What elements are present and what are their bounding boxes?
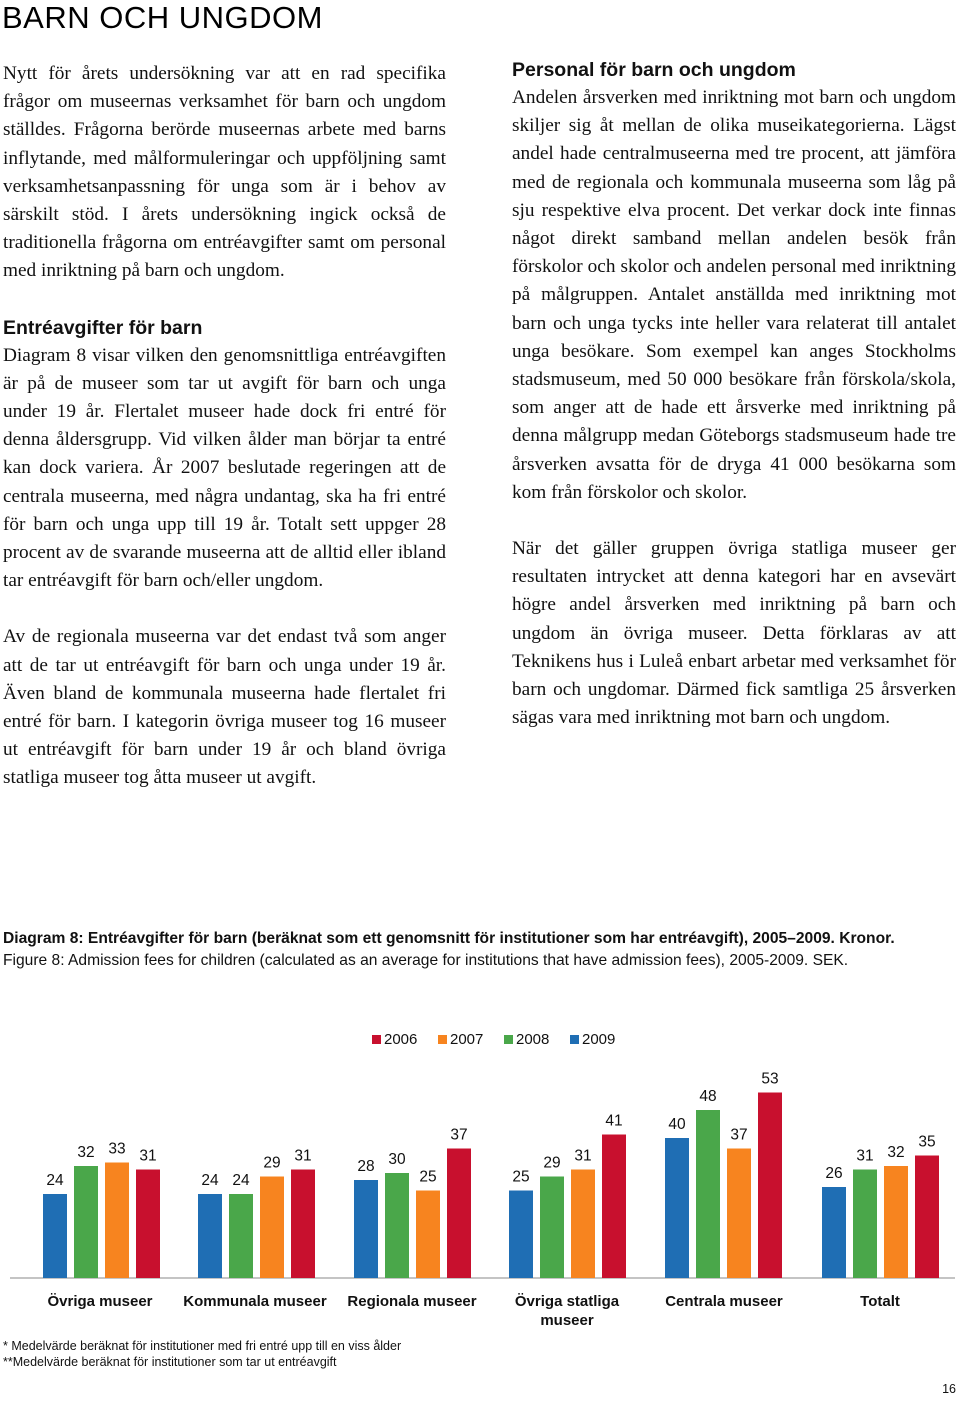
left-column xyxy=(3,60,446,821)
bar-2008 xyxy=(540,1177,564,1279)
figure-caption xyxy=(3,928,953,972)
bar-2009 xyxy=(354,1180,378,1278)
data-label-2006: 31 xyxy=(294,1147,312,1165)
regional-paragraph: Av de regionala museerna var det endast två som anger att de tar ut entréavgift för barn och unga under 19 år. Även bland de kommunala museerna hade flertalet fri entré för barn. I kategorin övriga museer tog 16 museer ut entréavgift för barn under 19 år och bland övriga statliga museer tog åtta museer ut avgift. xyxy=(3,626,446,789)
data-label-2006: 37 xyxy=(450,1126,468,1144)
category-label: museer xyxy=(540,1312,594,1329)
bar-2006 xyxy=(136,1170,160,1279)
data-label-2008: 30 xyxy=(388,1151,406,1168)
bar-2009 xyxy=(665,1138,689,1278)
data-label-2008: 48 xyxy=(699,1088,717,1105)
bar-2007 xyxy=(884,1166,908,1278)
bar-2006 xyxy=(291,1170,315,1279)
data-label-2008: 29 xyxy=(543,1154,561,1172)
bar-2009 xyxy=(509,1191,533,1279)
bar-2007 xyxy=(416,1191,440,1279)
bar-2008 xyxy=(853,1170,877,1279)
bar-2007 xyxy=(105,1163,129,1279)
bar-chart xyxy=(0,1020,960,1335)
legend-swatch-2009 xyxy=(570,1035,579,1044)
caption-english: Figure 8: Admission fees for children (calculated as an average for institutions that have admission fees), 2005-2009. SEK. xyxy=(3,952,849,969)
footnotes xyxy=(3,1338,401,1370)
legend-label-2006: 2006 xyxy=(384,1031,418,1048)
legend-swatch-2007 xyxy=(438,1035,447,1044)
data-label-2007: 33 xyxy=(108,1140,126,1158)
data-label-2008: 32 xyxy=(77,1144,95,1161)
legend-swatch-2006 xyxy=(372,1035,381,1044)
intro-paragraph: Nytt för årets undersökning var att en rad specifika frågor om museernas verksamhet för barn och ungdom ställdes. Frågorna berörde museernas arbete med barns inflytande, med målformuleringar och uppföljning samt verksamhetsanpassning för unga som är i behov av särskilt stöd. I årets undersökning ingick också de traditionella frågorna om entréavgifter samt om personal med inriktning på barn och ungdom. xyxy=(3,63,446,282)
legend-swatch-2008 xyxy=(504,1035,513,1044)
data-label-2006: 53 xyxy=(761,1070,779,1088)
data-label-2006: 35 xyxy=(918,1133,936,1151)
category-label: Kommunala museer xyxy=(183,1293,327,1310)
data-label-2009: 24 xyxy=(201,1172,219,1189)
footnote-2: **Medelvärde beräknat för institutioner som tar ut entréavgift xyxy=(3,1355,337,1369)
category-label: Övriga museer xyxy=(47,1293,153,1310)
category-label: Övriga statliga xyxy=(514,1293,620,1310)
bar-2006 xyxy=(915,1156,939,1279)
data-label-2009: 25 xyxy=(512,1168,530,1186)
bar-2008 xyxy=(229,1194,253,1278)
data-label-2007: 29 xyxy=(263,1154,281,1172)
data-label-2007: 31 xyxy=(574,1147,592,1165)
bar-2007 xyxy=(260,1177,284,1279)
bar-2006 xyxy=(602,1135,626,1279)
legend-label-2008: 2008 xyxy=(516,1031,550,1048)
bar-2006 xyxy=(758,1093,782,1279)
right-column xyxy=(512,56,956,760)
data-label-2009: 40 xyxy=(668,1116,686,1133)
bar-2007 xyxy=(727,1149,751,1279)
legend-label-2009: 2009 xyxy=(582,1031,616,1048)
section-heading-staff: Personal för barn och ungdom xyxy=(512,59,796,81)
data-label-2007: 25 xyxy=(419,1168,437,1186)
category-label: Centrala museer xyxy=(665,1293,783,1310)
data-label-2009: 24 xyxy=(46,1172,64,1189)
data-label-2008: 24 xyxy=(232,1172,250,1189)
bar-2008 xyxy=(74,1166,98,1278)
bar-2009 xyxy=(43,1194,67,1278)
section-heading-fees: Entréavgifter för barn xyxy=(3,316,203,339)
bar-2007 xyxy=(571,1170,595,1279)
category-label: Totalt xyxy=(860,1293,900,1310)
data-label-2008: 31 xyxy=(856,1147,874,1165)
staff-paragraph: Andelen årsverken med inriktning mot barn och ungdom skiljer sig åt mellan de olika museikategorierna. Lägst andel hade centralmuseerna med tre procent, att jämföra med de regionala och kommunala museerna som låg på sju respektive elva procent. Det verkar dock inte finnas något direkt samband mellan andelen besök från förskolor och skolor och andelen personal med inriktning på målgruppen. Antalet anställda med inriktning mot barn och unga tycks inte heller vara relaterat till antalet unga besökare. Som exempel kan anges Stockholms stadsmuseum, med 50 000 besökare från förskola/skola, som anger att de hade ett årsverke med inriktning på denna målgrupp medan Göteborgs stadsmuseum hade tre årsverken avsatta för de dryga 41 000 besökarna som kom från förskolor och skolor. xyxy=(512,87,956,503)
fees-paragraph: Diagram 8 visar vilken den genomsnittliga entréavgiften är på de museer som tar ut avgift för barn och unga under 19 år. Flertalet museer hade dock fri entré för denna åldersgrupp. Vid vilken ålder man börjar ta entré kan dock variera. År 2007 beslutade regeringen att de centrala museerna, med några undantag, ska ha fri entré för barn och unga upp till 19 år. Totalt sett uppger 28 procent av de svarande museerna att de alltid eller ibland tar entréavgift för barn och/eller ungdom. xyxy=(3,344,446,592)
page-number: 16 xyxy=(942,1382,956,1396)
state-museums-paragraph: När det gäller gruppen övriga statliga museer ger resultaten intrycket att denna kategori har en avsevärt högre andel årsverken med inriktning på barn och ungdom än övriga museer. Detta förklaras av att Teknikens hus i Luleå enbart arbetar med verksamhet för barn och ungdomar. Därmed fick samtliga 25 årsverken sägas vara med inriktning mot barn och ungdom. xyxy=(512,538,956,729)
footnote-1: * Medelvärde beräknat för institutioner med fri entré upp till en viss ålder xyxy=(3,1339,402,1353)
data-label-2006: 31 xyxy=(139,1147,157,1165)
data-label-2009: 28 xyxy=(357,1158,375,1175)
data-label-2006: 41 xyxy=(605,1112,623,1130)
caption-swedish: Diagram 8: Entréavgifter för barn (beräknat som ett genomsnitt för institutioner som har entréavgift), 2005–2009. Kronor. xyxy=(3,930,895,947)
bar-2009 xyxy=(822,1187,846,1278)
page-title: BARN OCH UNGDOM xyxy=(2,0,323,35)
legend-label-2007: 2007 xyxy=(450,1031,484,1048)
data-label-2009: 26 xyxy=(825,1165,843,1182)
category-label: Regionala museer xyxy=(347,1293,477,1310)
bar-2008 xyxy=(696,1110,720,1278)
data-label-2007: 37 xyxy=(730,1126,748,1144)
data-label-2007: 32 xyxy=(887,1144,905,1161)
bar-2006 xyxy=(447,1149,471,1279)
bar-2008 xyxy=(385,1173,409,1278)
bar-2009 xyxy=(198,1194,222,1278)
